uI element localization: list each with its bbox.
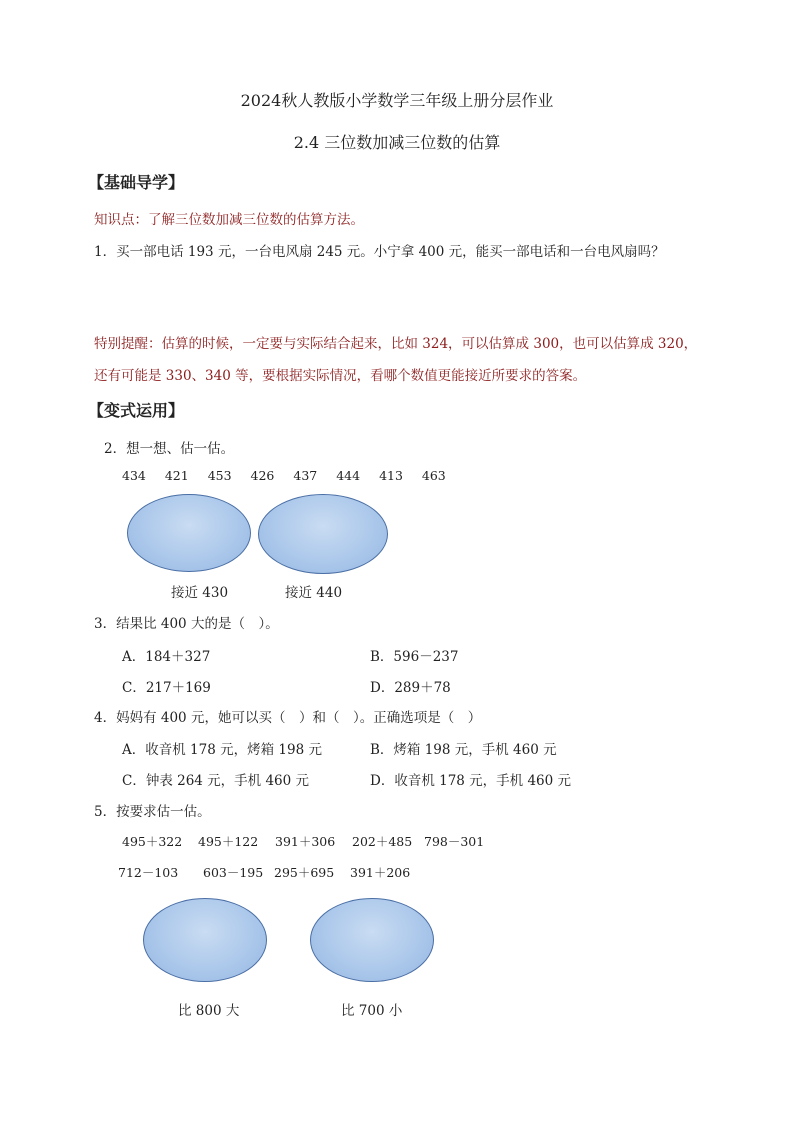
q4-option-a: A．收音机 178 元，烤箱 198 元 xyxy=(122,742,322,758)
q5-expression: 295＋695 xyxy=(274,865,335,880)
q5-expression: 798－301 xyxy=(424,834,485,849)
knowledge-point: 知识点：了解三位数加减三位数的估算方法。 xyxy=(94,212,364,228)
q2-number-list xyxy=(122,468,461,483)
q2-ellipse-430 xyxy=(127,494,251,572)
q3-option-c: C．217＋169 xyxy=(122,680,211,696)
q2-label-440: 接近 440 xyxy=(285,585,343,601)
q2-number: 437 xyxy=(293,468,318,483)
section-heading-basic: 【基础导学】 xyxy=(88,173,185,192)
q2-number: 421 xyxy=(164,468,189,483)
q2-number: 463 xyxy=(421,468,446,483)
q2-number: 413 xyxy=(379,468,403,483)
question-5: 5．按要求估一估。 xyxy=(94,804,211,820)
q5-expression: 391＋306 xyxy=(275,834,336,849)
q4-option-c: C．钟表 264 元，手机 460 元 xyxy=(122,773,310,789)
q2-number: 444 xyxy=(336,468,361,483)
q2-number: 434 xyxy=(122,468,146,483)
q3-option-b: B．596－237 xyxy=(370,649,459,665)
question-1: 1．买一部电话 193 元，一台电风扇 245 元。小宁拿 400 元，能买一部电话和一台电风扇吗？ xyxy=(94,244,665,260)
q5-ellipse-less-700 xyxy=(310,898,434,982)
section-heading-variant: 【变式运用】 xyxy=(88,401,185,420)
question-2: 2．想一想、估一估。 xyxy=(104,441,235,457)
q5-expression: 712－103 xyxy=(118,865,179,880)
q5-expression: 603－195 xyxy=(203,865,264,880)
q3-option-d: D．289＋78 xyxy=(370,680,451,696)
q5-expression: 391＋206 xyxy=(350,865,411,880)
q5-expression: 495＋122 xyxy=(198,834,259,849)
question-4: 4．妈妈有 400 元，她可以买（ ）和（ ）。正确选项是（ ） xyxy=(94,710,482,726)
q2-ellipse-440 xyxy=(258,494,388,574)
q3-option-a: A．184＋327 xyxy=(122,649,211,665)
q5-ellipse-greater-800 xyxy=(143,898,267,982)
q5-label-greater-800: 比 800 大 xyxy=(178,1003,240,1019)
q4-option-b: B．烤箱 198 元，手机 460 元 xyxy=(370,742,557,758)
q2-label-430: 接近 430 xyxy=(171,585,229,601)
q5-expression: 202＋485 xyxy=(352,834,413,849)
q4-option-d: D．收音机 178 元，手机 460 元 xyxy=(370,773,572,789)
lesson-subtitle: 2.4 三位数加减三位数的估算 xyxy=(293,133,501,152)
q5-expression: 495＋322 xyxy=(122,834,183,849)
q2-number: 453 xyxy=(207,468,232,483)
tip-line-2: 还有可能是 330、340 等，要根据实际情况，看哪个数值更能接近所要求的答案。 xyxy=(94,368,587,384)
tip-line-1: 特别提醒：估算的时候，一定要与实际结合起来，比如 324，可以估算成 300，也可以估算成 320， xyxy=(94,336,698,352)
question-3: 3．结果比 400 大的是（ ）。 xyxy=(94,616,279,632)
q2-number: 426 xyxy=(250,468,275,483)
q5-label-less-700: 比 700 小 xyxy=(341,1003,403,1019)
page-title: 2024秋人教版小学数学三年级上册分层作业 xyxy=(240,91,554,110)
